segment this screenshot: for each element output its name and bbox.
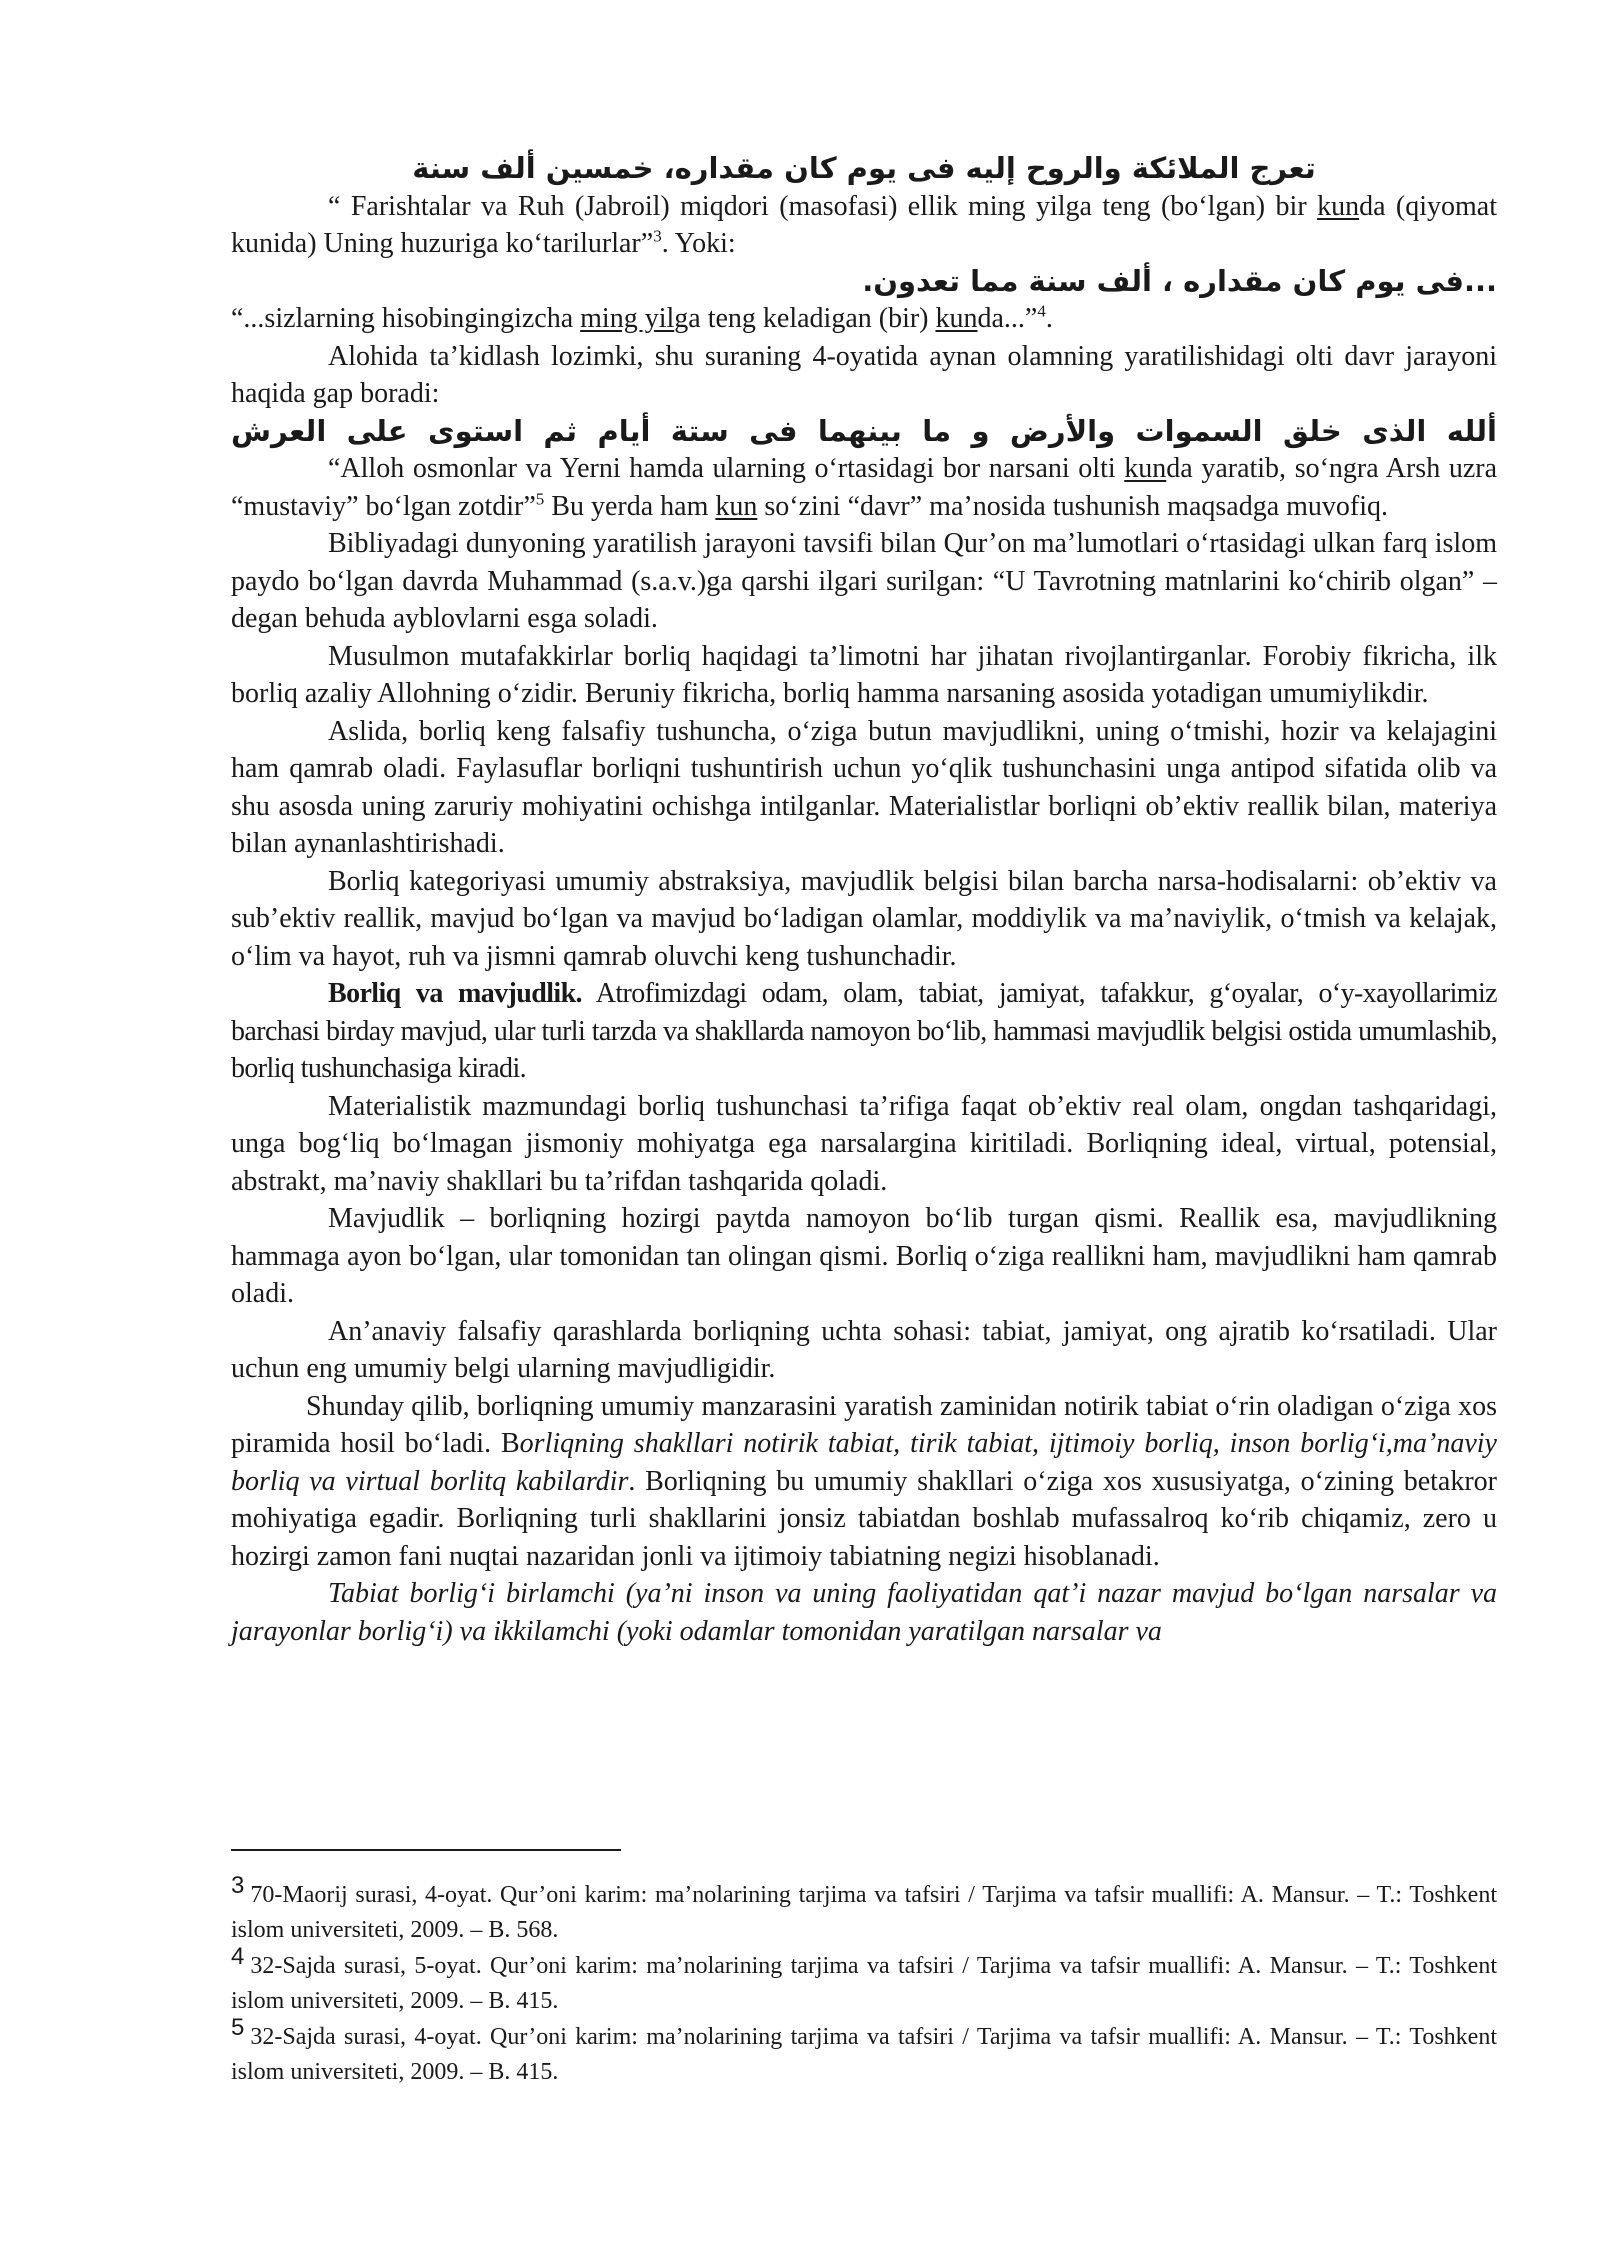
underlined-word: ming yil <box>580 303 675 334</box>
text-run: Shunday qilib, borliqning umumiy manzarasini yaratish zaminidan notirik tabiat o‘rin oladigan o‘ziga xos piramida hosil bo‘ladi. B <box>231 1390 1497 1459</box>
footnote-ref-5[interactable]: 5 <box>535 489 545 509</box>
paragraph-translation-1 <box>231 188 1497 263</box>
text-run: so‘zini “davr” ma’nosida tushunish maqsadga muvofiq. <box>757 490 1389 522</box>
text-run: da (qiyomat kunida) Uning huzuriga ko‘tarilurlar” <box>231 190 1497 259</box>
paragraph-8: Borliq kategoriyasi umumiy abstraksiya, mavjudlik belgisi bilan barcha narsa-hodisalarni: ob’ektiv va sub’ektiv reallik, mavjud bo‘lgan va mavjud bo‘ladigan olamlar, moddiylik va ma’naviylik, o‘tmish va kelajak, o‘lim va hayot, ruh va jismni qamrab oluvchi keng tushunchadir. <box>231 865 1497 972</box>
paragraph-11: Mavjudlik – borliqning hozirgi paytda namoyon bo‘lib turgan qismi. Reallik esa, mavjudlikning hammaga ayon bo‘lgan, ular tomonidan tan olingan qismi. Borliq o‘ziga reallikni ham, mavjudlikni ham qamrab oladi. <box>231 1203 1497 1309</box>
arabic-verse-3: ألله الذى خلق السموات والأرض و ما بينهما فى ستة أيام ثم استوى على العرش <box>231 413 1497 448</box>
footnote-3 <box>231 1872 1497 1948</box>
paragraph-translation-3 <box>231 450 1497 525</box>
text-run: da yaratib, so‘ngra Arsh uzra “mustaviy” bo‘lgan zotdir” <box>231 453 1498 522</box>
underlined-word: kun <box>1317 190 1360 222</box>
paragraph-9 <box>231 975 1497 1088</box>
paragraph-14: Tabiat borlig‘i birlamchi (ya’ni inson va uning faoliyatidan qat’i nazar mavjud bo‘lgan narsalar va jarayonlar borlig‘i) va ikkilamchi (yoki odamlar tomonidan yaratilgan narsalar va <box>231 1578 1497 1647</box>
footnote-text: 70-Maorij surasi, 4-oyat. Qur’oni karim: ma’nolarining tarjima va tafsiri / Tarjima va tafsir muallifi: A. Mansur. – T.: Toshkent islom universiteti, 2009. – B. 568. <box>231 1882 1497 1943</box>
footnote-number: 3 <box>231 1872 245 1899</box>
footnote-5 <box>231 2014 1497 2090</box>
footnote-ref-3[interactable]: 3 <box>653 226 662 246</box>
underlined-word: kun <box>935 303 978 334</box>
text-run: . Yoki: <box>661 228 736 259</box>
footnote-separator <box>231 1849 621 1851</box>
paragraph-7: Aslida, borliq keng falsafiy tushuncha, o‘ziga butun mavjudlikni, uning o‘tmishi, hozir va kelajagini ham qamrab oladi. Faylasuflar borliqni tushuntirish uchun yo‘qlik tushunchasini unga antipod sifatida olib va shu asosda uning zaruriy mohiyatini ochishga intilganlar. Materialistlar borliqni ob’ektiv reallik bilan, materiya bilan aynanlashtirishadi. <box>231 715 1497 859</box>
underlined-word: kun <box>1124 453 1167 484</box>
footnotes <box>231 1872 1497 2091</box>
footnote-ref-4[interactable]: 4 <box>1037 301 1046 321</box>
body-text <box>231 150 1497 1650</box>
text-run: Atrofimizdagi odam, olam, tabiat, jamiyat, tafakkur, g‘oyalar, o‘y-xayollarimiz barchasi birday mavjud, ular turli tarzda va shakllarda namoyon bo‘lib, hammasi mavjudlik belgisi ostida umumlashib, borliq tushunchasiga kiradi. <box>231 978 1497 1084</box>
paragraph-13 <box>231 1388 1497 1576</box>
underlined-word: kun <box>715 490 758 522</box>
footnote-text: 32-Sajda surasi, 5-oyat. Qur’oni karim: ma’nolarining tarjima va tafsiri / Tarjima va tafsir muallifi: A. Mansur. – T.: Toshkent islom universiteti, 2009. – B. 415. <box>231 1953 1497 2014</box>
section-heading-inline: Borliq va mavjudlik. <box>328 978 582 1009</box>
italic-run: orliqning shakllari notirik tabiat, tirik tabiat, ijtimoiy borliq, inson borlig‘i,ma’naviy borliq va virtual borlitq kabilardir <box>231 1428 1497 1497</box>
footnote-text: 32-Sajda surasi, 4-oyat. Qur’oni karim: ma’nolarining tarjima va tafsiri / Tarjima va tafsir muallifi: A. Mansur. – T.: Toshkent islom universiteti, 2009. – B. 415. <box>231 2024 1497 2085</box>
paragraph-10: Materialistik mazmundagi borliq tushunchasi ta’rifiga faqat ob’ektiv real olam, ongdan tashqaridagi, unga bog‘liq bo‘lmagan jismoniy mohiyatga ega narsalargina kiritiladi. Borliqning ideal, virtual, potensial, abstrakt, ma’naviy shakllari bu ta’rifdan tashqarida qoladi. <box>231 1090 1497 1197</box>
paragraph-6: Musulmon mutafakkirlar borliq haqidagi ta’limotni har jihatan rivojlantirganlar. Forobiy fikricha, ilk borliq azaliy Allohning o‘zidir. Beruniy fikricha, borliq hamma narsaning asosida yotadigan umumiylikdir. <box>231 640 1497 709</box>
paragraph-5: Bibliyadagi dunyoning yaratilish jarayoni tavsifi bilan Qur’on ma’lumotlari o‘rtasidagi ulkan farq islom paydo bo‘lgan davrda Muhammad (s.a.v.)ga qarshi ilgari surilgan: “U Tavrotning matnlarini ko‘chirib olgan” – degan behuda ayblovlarni esga soladi. <box>231 528 1497 634</box>
text-run: . Borliqning bu umumiy shakllari o‘ziga xos xususiyatga, o‘zining betakror mohiyatiga egadir. Borliqning turli shakllarini jonsiz tabiatdan boshlab mufassalroq ko‘rib chiqamiz, zero u hozirgi zamon fani nuqtai nazaridan jonli va ijtimoiy tabiatning negizi hisoblanadi. <box>231 1465 1497 1572</box>
text-run: . <box>1045 303 1053 334</box>
text-run: da...” <box>977 303 1038 334</box>
footnote-number: 5 <box>231 2014 245 2041</box>
text-run: “Alloh osmonlar va Yerni hamda ularning o‘rtasidagi bor narsani olti <box>328 453 1125 484</box>
footnote-number: 4 <box>231 1943 245 1970</box>
arabic-verse-1: تعرج الملائكة والروح إليه فى يوم كان مقداره، خمسين ألف سنة <box>412 151 1316 185</box>
arabic-verse-2: ...فى يوم كان مقداره ، ألف سنة مما تعدون. <box>862 263 1497 298</box>
text-run: ga teng keladigan (bir) <box>674 303 936 334</box>
text-run: “ Farishtalar va Ruh (Jabroil) miqdori (masofasi) ellik ming yilga teng (bo‘lgan) bir <box>328 190 1318 222</box>
footnote-4 <box>231 1943 1497 2019</box>
text-run: Bu yerda ham <box>544 490 716 522</box>
paragraph-3: Alohida ta’kidlash lozimki, shu suraning 4-oyatida aynan olamning yaratilishidagi olti davr jarayoni haqida gap boradi: <box>231 340 1497 409</box>
text-run: “...sizlarning hisobingingizcha <box>231 303 581 334</box>
paragraph-translation-2 <box>231 300 1497 338</box>
paragraph-12: An’anaviy falsafiy qarashlarda borliqning uchta sohasi: tabiat, jamiyat, ong ajratib ko‘rsatiladi. Ular uchun eng umumiy belgi ularning mavjudligidir. <box>231 1315 1497 1384</box>
